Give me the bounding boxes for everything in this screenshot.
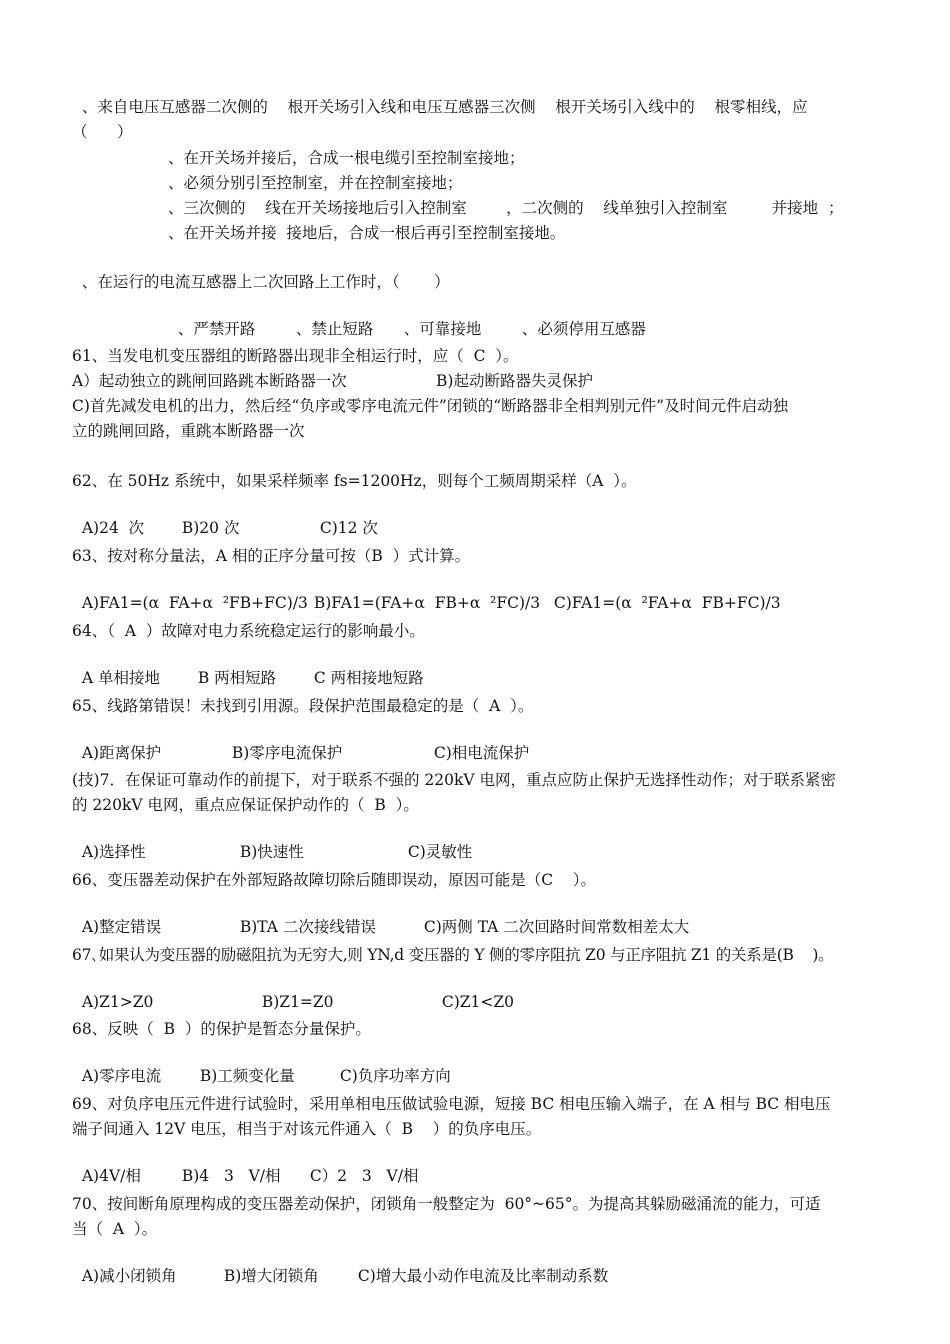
question-stem: 、在运行的电流互感器上二次回路上工作时，（ ） xyxy=(72,273,450,291)
answer-option: A)距离保护 xyxy=(81,744,162,762)
answer-option: B)快速性 xyxy=(239,843,304,861)
answer-option: A)选择性 xyxy=(81,843,146,861)
answer-option: B 两相短路 xyxy=(197,669,277,687)
answer-option: B)4 3 V/相 xyxy=(181,1167,281,1185)
answer-options xyxy=(72,969,514,1013)
answer-option: 、在开关场并接 接地后，合成一根后再引至控制室接地。 xyxy=(168,224,566,242)
answer-option: 、禁止短路 xyxy=(295,320,374,338)
answer-option: C)灵敏性 xyxy=(407,843,473,861)
answer-option: A)24 次 xyxy=(81,519,145,537)
question-stem: 、来自电压互感器二次侧的 根开关场引入线和电压互感器三次侧 根开关场引入线中的 根零相线，应 xyxy=(72,98,808,116)
answer-option: A）起动独立的跳闸回路跳本断路器一次 xyxy=(72,372,347,390)
answer-option: B)20 次 xyxy=(181,519,240,537)
question-stem: 65、线路第错误！未找到引用源。段保护范围最稳定的是（ A ）。 xyxy=(72,697,534,715)
answer-option: 、在开关场并接后，合成一根电缆引至控制室接地； xyxy=(168,149,525,167)
answer-option: A)FA1=(α FA+α ²FB+FC)/3 xyxy=(81,594,308,612)
question-stem: 69、对负序电压元件进行试验时，采用单相电压做试验电源，短接 BC 相电压输入端子，在 A 相与 BC 相电压 xyxy=(72,1095,831,1113)
question-stem: 68、反映（ B ）的保护是暂态分量保护。 xyxy=(72,1020,371,1038)
answer-option: C)相电流保护 xyxy=(433,744,530,762)
answer-options xyxy=(72,720,529,764)
answer-option: A)减小闭锁角 xyxy=(81,1267,177,1285)
answer-option: 、必须分别引至控制室，并在控制室接地； xyxy=(168,174,463,192)
answer-option: A)Z1>Z0 xyxy=(81,993,154,1011)
answer-option: C)FA1=(α ²FA+α FB+FC)/3 xyxy=(553,594,781,612)
answer-options xyxy=(72,495,378,539)
answer-option: B)FA1=(FA+α FB+α ²FC)/3 xyxy=(313,594,541,612)
answer-option: 、严禁开路 xyxy=(177,320,256,338)
answer-option: A)4V/相 xyxy=(81,1167,141,1185)
answer-option: B)TA 二次接线错误 xyxy=(239,918,376,936)
question-stem: 63、按对称分量法，A 相的正序分量可按（B ）式计算。 xyxy=(72,547,471,565)
answer-options xyxy=(72,1043,451,1087)
question-stem: 67､如果认为变压器的励磁阻抗为无穷大,则 YN,d 变压器的 Y 侧的零序阻抗 Z0 与正序阻抗 Z1 的关系是(B )。 xyxy=(72,946,834,964)
answer-option: 、三次侧的 线在开关场接地后引入控制室 ，二次侧的 线单独引入控制室 并接地 ； xyxy=(168,199,844,217)
answer-option: C)负序功率方向 xyxy=(339,1067,451,1085)
answer-options xyxy=(72,570,781,614)
question-stem: 70、按间断角原理构成的变压器差动保护，闭锁角一般整定为 60°~65°。为提高其躲励磁涌流的能力，可适 xyxy=(72,1195,821,1213)
answer-options xyxy=(72,894,689,938)
answer-options xyxy=(72,1143,418,1187)
question-stem: (技)7．在保证可靠动作的前提下，对于联系不强的 220kV 电网，重点应防止保护无选择性动作；对于联系紧密 xyxy=(72,771,836,789)
answer-options xyxy=(72,645,424,689)
answer-option: C)增大最小动作电流及比率制动系数 xyxy=(357,1267,609,1285)
answer-option: 立的跳闸回路，重跳本断路器一次 xyxy=(72,422,305,440)
question-stem: 64、（ A ）故障对电力系统稳定运行的影响最小。 xyxy=(72,622,425,640)
answer-option: B)增大闭锁角 xyxy=(223,1267,319,1285)
answer-option: C)Z1<Z0 xyxy=(441,993,515,1011)
answer-option: C 两相接地短路 xyxy=(313,669,424,687)
question-stem: 当（ A ）。 xyxy=(72,1220,158,1238)
answer-option: C）2 3 V/相 xyxy=(309,1167,419,1185)
answer-option: C)两侧 TA 二次回路时间常数相差太大 xyxy=(423,918,690,936)
answer-option: B)工频变化量 xyxy=(199,1067,295,1085)
answer-options xyxy=(72,1243,608,1287)
question-stem: 端子间通入 12V 电压，相当于对该元件通入（ B ）的负序电压。 xyxy=(72,1120,542,1138)
answer-options xyxy=(72,819,472,863)
answer-option: A)整定错误 xyxy=(81,918,162,936)
answer-option: B)零序电流保护 xyxy=(231,744,343,762)
answer-option: C)12 次 xyxy=(319,519,378,537)
answer-options xyxy=(168,296,646,340)
answer-option: B)Z1=Z0 xyxy=(261,993,334,1011)
answer-option: B)起动断路器失灵保护 xyxy=(436,372,593,390)
question-stem: 61、当发电机变压器组的断路器出现非全相运行时，应（ C ）。 xyxy=(72,347,519,365)
answer-option: A)零序电流 xyxy=(81,1067,162,1085)
question-stem: 的 220kV 电网，重点应保证保护动作的（ B ）。 xyxy=(72,796,419,814)
answer-option: A 单相接地 xyxy=(81,669,160,687)
question-stem: 66、变压器差动保护在外部短路故障切除后随即误动，原因可能是（C ）。 xyxy=(72,871,597,889)
answer-option: C)首先减发电机的出力，然后经“负序或零序电流元件”闭锁的“断路器非全相判别元件”及时间元件启动独 xyxy=(72,397,789,415)
question-stem: （ ） xyxy=(72,123,133,141)
answer-option: 、可靠接地 xyxy=(403,320,482,338)
question-stem: 62、在 50Hz 系统中，如果采样频率 fs=1200Hz，则每个工频周期采样（A ）。 xyxy=(72,472,637,490)
answer-option: 、必须停用互感器 xyxy=(521,320,646,338)
